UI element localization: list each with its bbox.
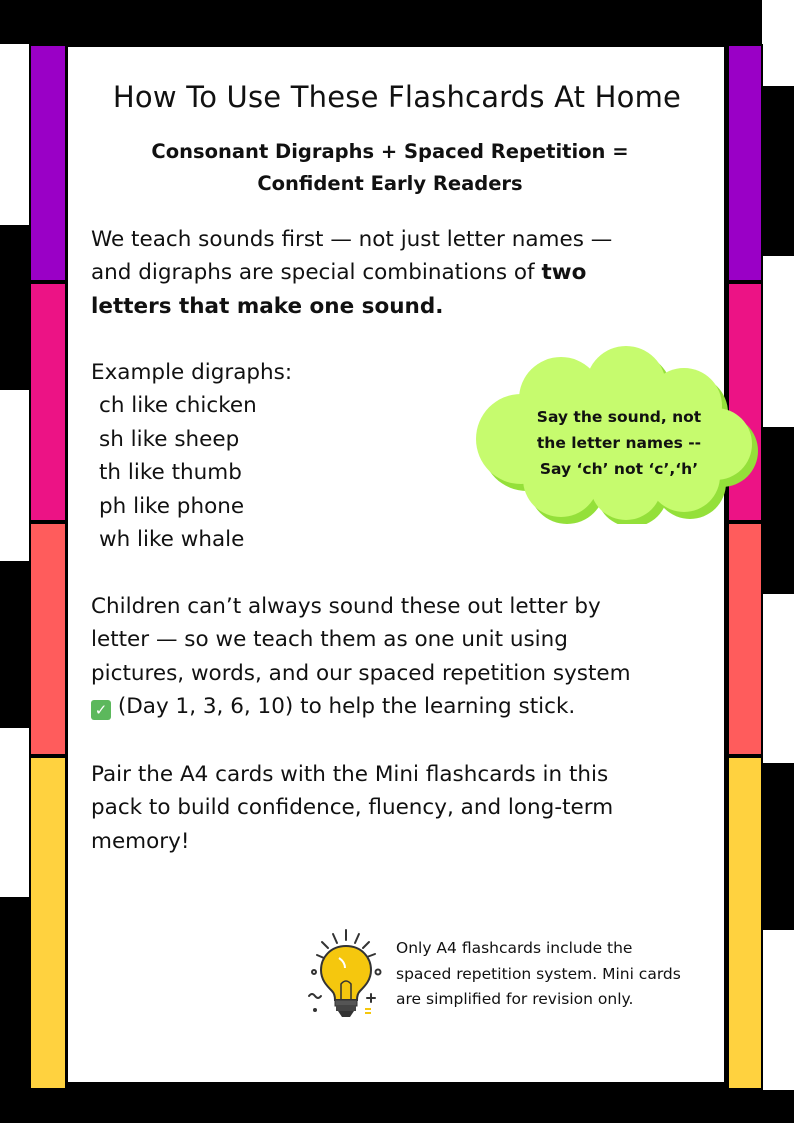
digraph-example-item: wh like whale [99,527,245,553]
bg-block-right-1 [762,0,794,86]
bg-block-left-1 [0,44,31,225]
explanation-line-1: Children can’t always sound these out letter by [91,594,601,619]
explanation-line-4-text: (Day 1, 3, 6, 10) to help the learning stick. [117,694,576,720]
intro-line-2 [91,256,612,289]
tip-line-3: are simplified for revision only. [396,990,634,1008]
explanation-line-4 [91,690,631,723]
intro-line-1: We teach sounds first — not just letter names — [91,227,613,252]
bg-block-right-4 [762,930,794,1090]
page-title: How To Use These Flashcards At Home [112,80,682,114]
tip-line-1: Only A4 flashcards include the [396,939,633,957]
right-bar-coral [727,522,763,756]
explanation-line-2: letter — so we teach them as one unit using [91,627,568,653]
pairing-line-3: memory! [91,828,190,854]
lightbulb-icon [305,928,387,1020]
intro-paragraph [91,223,612,323]
explanation-line-3: pictures, words, and our spaced repetition system [91,660,631,686]
checkmark-icon: ✓ [91,700,111,720]
intro-line-3-bold: letters that make one sound. [91,293,444,319]
digraph-example-item: ph like phone [99,493,245,519]
digraph-example-item: th like thumb [99,460,242,486]
explanation-paragraph [91,590,631,724]
callout-line-3: Say ‘ch’ not ‘c’,‘h’ [539,460,699,478]
digraph-example-item: sh like sheep [99,426,240,452]
tip-line-2: spaced repetition system. Mini cards [396,964,681,983]
bg-block-right-2 [762,256,794,427]
callout-line-1: Say the sound, not [536,408,702,426]
callout-text [504,404,734,482]
page-subtitle [90,136,690,200]
digraph-examples [91,356,292,556]
intro-line-3 [91,290,612,323]
left-bar-magenta [29,282,67,522]
content-card [65,44,727,1085]
callout-line-2: the letter names -- [536,434,702,452]
pairing-paragraph [91,758,613,858]
digraph-heading: Example digraphs: [91,360,293,385]
tip-note [396,936,726,1013]
bg-block-left-3 [0,728,31,897]
intro-line-2-bold: two [541,260,587,286]
subtitle-line-1: Consonant Digraphs + Spaced Repetition = [151,140,629,163]
left-bar-yellow [29,756,67,1090]
subtitle-line-2: Confident Early Readers [257,172,523,195]
bg-block-left-2 [0,390,31,561]
pairing-line-2: pack to build confidence, fluency, and long-term [91,795,614,821]
pairing-line-1: Pair the A4 cards with the Mini flashcards in this [91,762,609,787]
intro-line-2-text: and digraphs are special combinations of [91,260,542,286]
right-bar-yellow [727,756,763,1090]
left-bar-coral [29,522,67,756]
digraph-example-item: ch like chicken [99,393,257,419]
bg-block-right-3 [762,594,794,763]
